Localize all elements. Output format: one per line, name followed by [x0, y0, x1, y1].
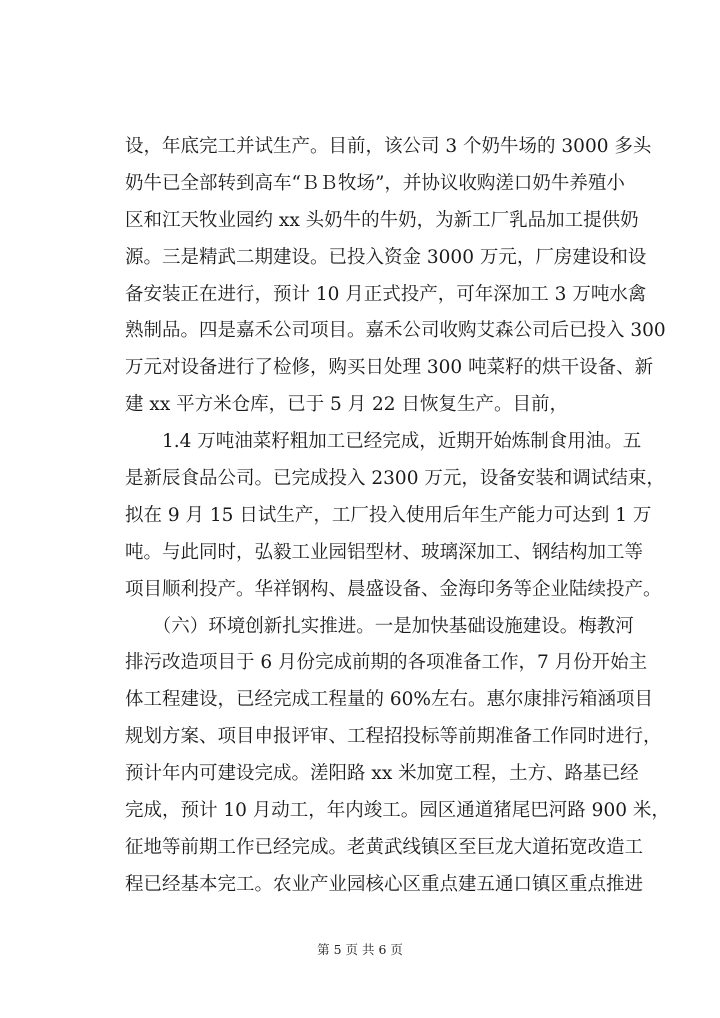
- text-line: 区和江天牧业园约 xx 头奶牛的牛奶，为新工厂乳品加工提供奶: [125, 209, 639, 231]
- text-line: 是新辰食品公司。已完成投入 2300 万元，设备安装和调试结束，: [125, 468, 665, 490]
- text-line: 设，年底完工并试生产。目前，该公司 3 个奶牛场的 3000 多头: [125, 136, 652, 157]
- text-line: 体工程建设，已经完成工程量的 60%左右。惠尔康排污箱涵项目: [125, 689, 654, 711]
- text-line: 项目顺利投产。华祥钢构、晨盛设备、金海印务等企业陆续投产。: [125, 578, 662, 600]
- text-line: 奶牛已全部转到高车“ＢＢ牧场”，并协议收购溠口奶牛养殖小: [125, 172, 625, 194]
- text-line: 1.4 万吨油菜籽粗加工已经完成，近期开始炼制食用油。五: [125, 431, 642, 453]
- text-line: 源。三是精武二期建设。已投入资金 3000 万元，厂房建设和设: [125, 246, 647, 268]
- text-line: 万元对设备进行了检修，购买日处理 300 吨菜籽的烘干设备、新: [125, 357, 654, 379]
- text-line: 完成，预计 10 月动工，年内竣工。园区通道猪尾巴河路 900 米，: [125, 800, 670, 822]
- text-line: 征地等前期工作已经完成。老黄武线镇区至巨龙大道拓宽改造工: [125, 836, 644, 858]
- text-line: 备安装正在进行，预计 10 月正式投产，可年深加工 3 万吨水禽: [125, 283, 647, 305]
- text-line: 熟制品。四是嘉禾公司项目。嘉禾公司收购艾森公司后已投入 300: [125, 320, 666, 342]
- document-body: [125, 129, 670, 904]
- text-line: 程已经基本完工。农业产业园核心区重点建五通口镇区重点推进: [125, 873, 644, 895]
- text-line: 拟在 9 月 15 日试生产，工厂投入使用后年生产能力可达到 1 万: [125, 504, 652, 526]
- text-line: 建 xx 平方米仓库，已于 5 月 22 日恢复生产。目前，: [125, 394, 568, 416]
- text-line: 规划方案、项目申报评审、工程招投标等前期准备工作同时进行，: [125, 726, 662, 748]
- text-line: 预计年内可建设完成。溠阳路 xx 米加宽工程，土方、路基已经: [125, 763, 639, 785]
- text-line: 吨。与此同时，弘毅工业园铝型材、玻璃深加工、钢结构加工等: [125, 541, 644, 563]
- text-line: 排污改造项目于 6 月份完成前期的各项准备工作，7 月份开始主: [125, 652, 648, 674]
- page-number-footer: 第 5 页 共 6 页: [317, 942, 403, 957]
- text-line: （六）环境创新扎实推进。一是加快基础设施建设。梅教河: [125, 615, 634, 637]
